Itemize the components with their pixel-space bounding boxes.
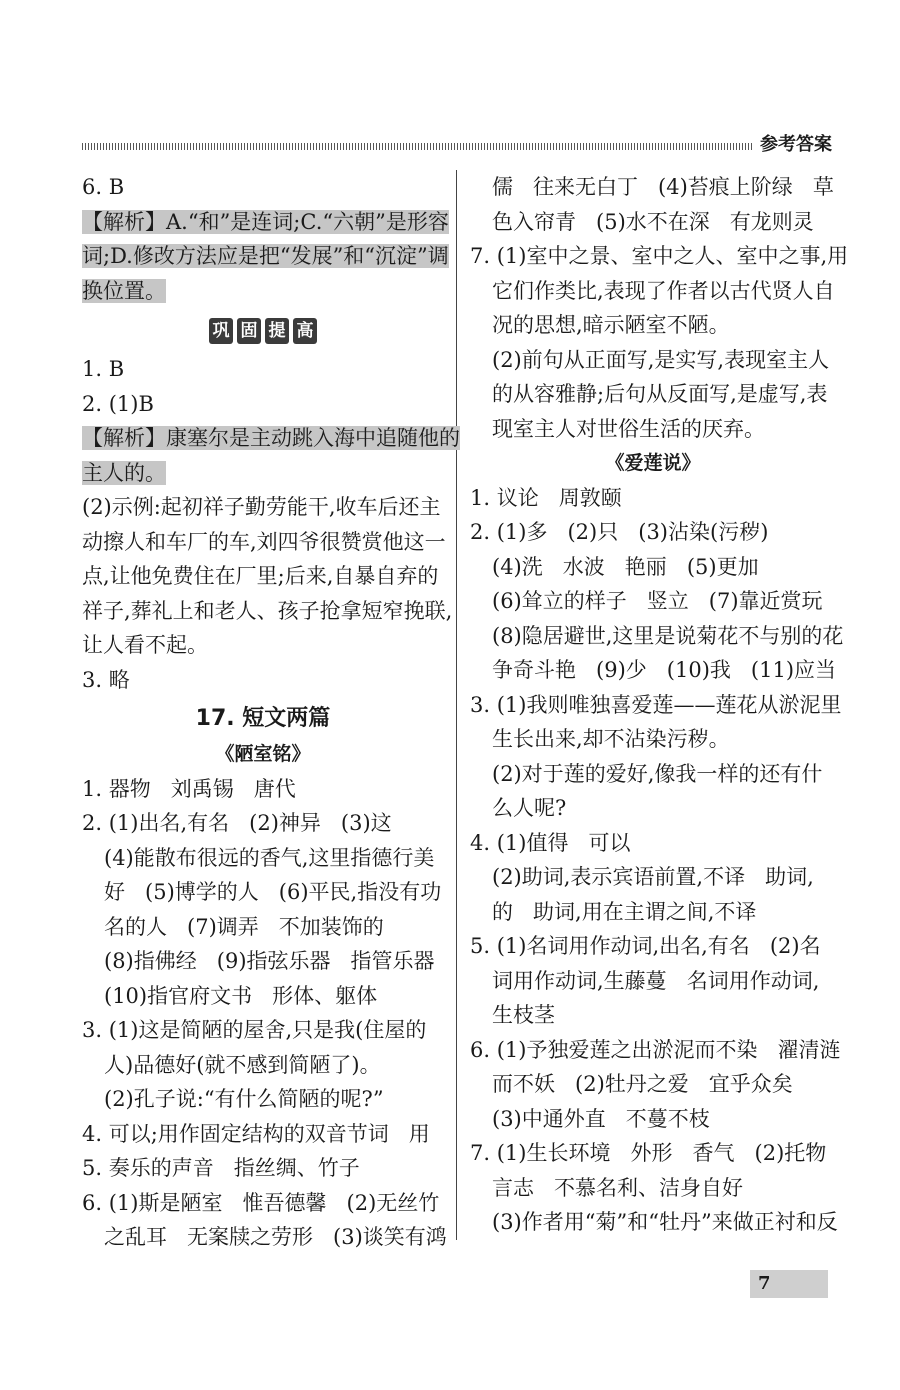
left-answer-list [82, 772, 447, 1255]
column-divider [456, 170, 457, 1240]
answer-line: (2)助词,表示宾语前置,不译 助词, [492, 865, 814, 889]
analysis-text: 【解析】康塞尔是主动跳入海中追随他的 [82, 426, 460, 450]
answer-line: 5. (1)名词用作动词,出名,有名 (2)名 [470, 934, 821, 958]
answer-line: 人)品德好(就不感到简陋了)。 [104, 1052, 381, 1077]
section-pill: 高 [293, 318, 317, 344]
answer-line: 7. (1)室中之景、室中之人、室中之事,用 [470, 244, 849, 268]
answer-line: 生枝茎 [492, 1003, 555, 1027]
section-pill: 提 [265, 318, 289, 344]
answer-line: 的 助词,用在主谓之间,不译 [492, 899, 757, 924]
answer-line: (3)作者用“菊”和“牡丹”来做正衬和反 [492, 1210, 838, 1234]
answer-line: (2)孔子说:“有什么简陋的呢?” [104, 1087, 384, 1111]
answer-line: 么人呢? [492, 796, 567, 820]
answer-line: 言志 不慕名利、洁身自好 [492, 1175, 744, 1200]
answer-line: 名的人 (7)调弄 不加装饰的 [104, 914, 384, 939]
answer-line: (8)隐居避世,这里是说菊花不与别的花 [492, 623, 844, 648]
analysis-line [82, 274, 444, 309]
answer-line: 现室主人对世俗生活的厌弃。 [492, 416, 765, 441]
analysis-text: 换位置。 [82, 278, 166, 303]
left-column [82, 170, 460, 1255]
answer-line: (3)中通外直 不蔓不枝 [492, 1106, 710, 1131]
answer-line: 好 (5)博学的人 (6)平民,指没有功 [104, 880, 442, 904]
answer-line: 动擦人和车厂的车,刘四爷很赞赏他这一 [82, 529, 446, 554]
header-rule [82, 143, 754, 150]
answer-line: (2)对于莲的爱好,像我一样的还有什 [492, 761, 823, 786]
answer-1: 1. B [82, 357, 125, 381]
answer-line: 儒 往来无白丁 (4)苔痕上阶绿 草 [492, 175, 834, 199]
answer-line: 况的思想,暗示陋室不陋。 [492, 313, 730, 337]
answer-line: 它们作类比,表现了作者以古代贤人自 [492, 278, 835, 303]
answer-line: 点,让他免费住在厂里;后来,自暴自弃的 [82, 564, 439, 588]
lesson-title: 17. 短文两篇 [195, 706, 331, 731]
answer-line: 争奇斗艳 (9)少 (10)我 (11)应当 [492, 658, 837, 682]
section-pill: 固 [237, 318, 261, 344]
analysis-text: 词;D.修改方法应是把“发展”和“沉淀”调 [82, 244, 449, 268]
answer-line: 3. (1)我则唯独喜爱莲——莲花从淤泥里 [470, 692, 842, 717]
analysis-text: 主人的。 [82, 460, 166, 485]
answer-line: 色入帘青 (5)水不在深 有龙则灵 [492, 209, 814, 234]
section-pill: 巩 [209, 318, 233, 344]
answer-line: 之乱耳 无案牍之劳形 (3)谈笑有鸿 [104, 1225, 447, 1249]
answer-line: 词用作动词,生藤蔓 名词用作动词, [492, 968, 820, 993]
answer-3: 3. 略 [82, 667, 130, 692]
analysis-line [82, 421, 460, 456]
answer-line: 1. 器物 刘禹锡 唐代 [82, 776, 296, 801]
answer-line: 让人看不起。 [82, 633, 208, 657]
answer-line: (2)前句从正面写,是实写,表现室主人 [492, 347, 830, 372]
lesson-subtitle: 《陋室铭》 [215, 743, 311, 765]
answer-line: 1. 议论 周敦颐 [470, 485, 622, 510]
analysis-line [82, 205, 449, 240]
answer-line: 而不妖 (2)牡丹之爱 宜乎众矣 [492, 1072, 793, 1096]
right-answer-list-2 [470, 481, 844, 1240]
section-heading [82, 308, 444, 352]
answer-line: (8)指佛经 (9)指弦乐器 指管乐器 [104, 949, 435, 973]
page-number: 7 [750, 1270, 828, 1298]
answer-line: 5. 奏乐的声音 指丝绸、竹子 [82, 1156, 360, 1180]
answer-line: 的从容雅静;后句从反面写,是虚写,表 [492, 382, 828, 406]
answer-line: (6)耸立的样子 竖立 (7)靠近赏玩 [492, 589, 823, 613]
answer-line: (4)能散布很远的香气,这里指德行美 [104, 845, 435, 870]
answer-line: (2)示例:起初祥子勤劳能干,收车后还主 [82, 495, 441, 519]
section-subtitle: 《爱莲说》 [605, 452, 701, 474]
answer-line: 7. (1)生长环境 外形 香气 (2)托物 [470, 1141, 827, 1165]
answer-line: 3. (1)这是简陋的屋舍,只是我(住屋的 [82, 1018, 427, 1042]
answer-line: 6. (1)斯是陋室 惟吾德馨 (2)无丝竹 [82, 1190, 440, 1215]
answer-line: 4. (1)值得 可以 [470, 830, 631, 855]
answer-line: 祥子,葬礼上和老人、孩子抢拿短窄挽联, [82, 598, 453, 623]
answer-line: 2. (1)出名,有名 (2)神异 (3)这 [82, 811, 392, 835]
answer-line: 6. (1)予独爱莲之出淤泥而不染 濯清涟 [470, 1037, 841, 1062]
answer-2-1: 2. (1)B [82, 391, 154, 416]
right-answer-list [470, 170, 849, 446]
analysis-text: 【解析】A.“和”是连词;C.“六朝”是形容 [82, 209, 449, 234]
answer-line: (4)洗 水波 艳丽 (5)更加 [492, 554, 759, 579]
answer-line: 4. 可以;用作固定结构的双音节词 用 [82, 1121, 430, 1146]
analysis-line [82, 239, 449, 274]
answer-line: 2. (1)多 (2)只 (3)沾染(污秽) [470, 520, 769, 544]
answer-6: 6. B [82, 175, 125, 199]
answer-line: 生长出来,却不沾染污秽。 [492, 727, 730, 751]
analysis-line [82, 456, 444, 491]
answer-line: (10)指官府文书 形体、躯体 [104, 983, 378, 1008]
right-column [470, 170, 849, 1240]
header-title: 参考答案 [760, 134, 832, 155]
